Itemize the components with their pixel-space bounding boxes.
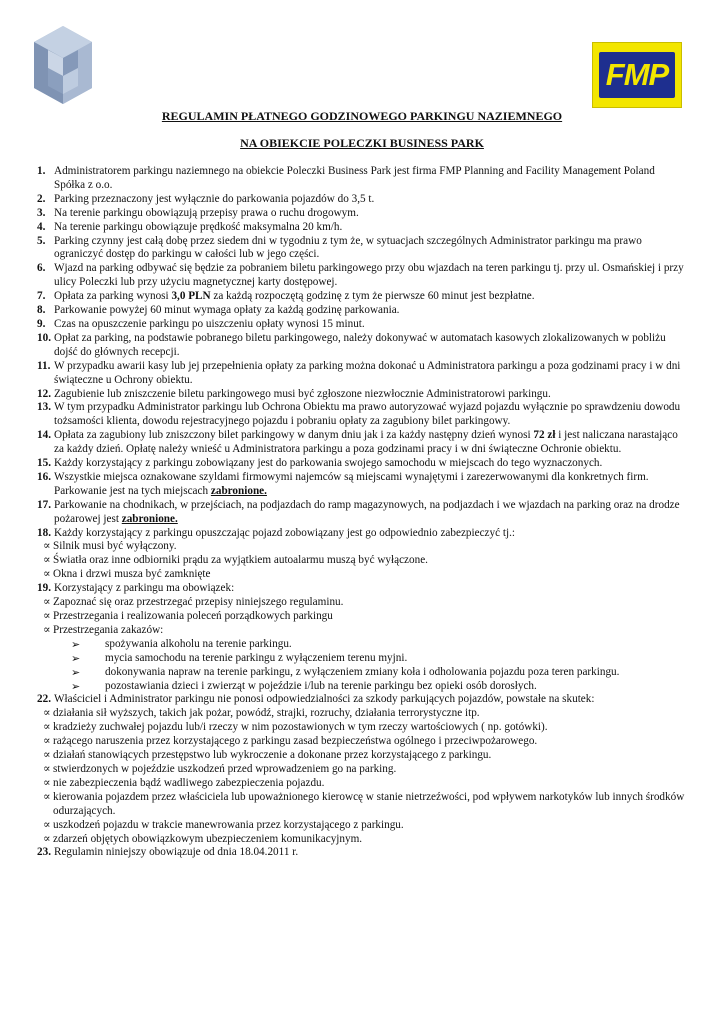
rule-1: 1. Administratorem parkingu naziemnego na obiekcie Poleczki Business Park jest firma FMP Planning and Facility Management Poland Spółka z o.o. (37, 165, 655, 191)
rule-22-sub-item: ∝ stwierdzonych w pojeździe uszkodzeń przed wprowadzeniem go na parking. (31, 763, 687, 777)
prohibited-label: zabronione. (121, 512, 178, 525)
rule-13: 13. W tym przypadku Administrator parkingu lub Ochrona Obiektu ma prawo autoryzować wyjazd pojazdu wyłącznie po sprawdzeniu dowodu tożsamości klienta, dowodu rejestracyjnego pojazdu i pobraniu opłaty za zagubiony bilet parkingowy. (37, 401, 681, 428)
rule-19-sub-item: ∝ Zapoznać się oraz przestrzegać przepisy niniejszego regulaminu. (31, 596, 687, 610)
rule-4: 4. Na terenie parkingu obowiązuje prędkość maksymalna 20 km/h. (37, 220, 343, 233)
rule-3: 3. Na terenie parkingu obowiązują przepisy prawa o ruchu drogowym. (37, 206, 359, 219)
rule-10: 10. Opłat za parking, na podstawie pobranego biletu parkingowego, należy dokonywać w automatach kasowych zlokalizowanych w pobliżu dojść do głównych recepcji. (37, 331, 666, 358)
rule-22-sub-item: ∝ działań stanowiących przestępstwo lub wykroczenie a dokonane przez korzystającego z parkingu. (31, 749, 687, 763)
rule-22: 22. Właściciel i Administrator parkingu nie ponosi odpowiedzialności za szkody parkujących pojazdów, powstałe na skutek: (37, 693, 595, 706)
rule-22-sub-item: ∝ zdarzeń objętych obowiązkowym ubezpieczeniem komunikacyjnym. (31, 833, 687, 847)
rule-19-sub-item: ∝ Przestrzegania zakazów: (31, 624, 687, 638)
rule-18: 18. Każdy korzystający z parkingu opuszczając pojazd zobowiązany jest go odpowiednio zabezpieczyć tj.: (37, 526, 515, 539)
parking-fee: 3,0 PLN (171, 290, 211, 303)
rule-17: 17. Parkowanie na chodnikach, w przejściach, na podjazdach do ramp magazynowych, na podjazdach i we wjazdach na parking oraz na drodze pożarowej jest zabronione. (37, 498, 680, 525)
rule-22-sub-item: ∝ rażącego naruszenia przez korzystającego z parkingu zasad bezpieczeństwa ogólnego i przeciwpożarowego. (31, 735, 687, 749)
fmp-logo-text: FMP (605, 57, 669, 92)
rule-9: 9. Czas na opuszczenie parkingu po uiszczeniu opłaty wynosi 15 minut. (37, 317, 365, 330)
prohibition-item: ➢ spożywania alkoholu na terenie parkingu. (71, 638, 687, 652)
rule-19-sub-item: ∝ Przestrzegania i realizowania poleceń porządkowych parkingu (31, 610, 687, 624)
rule-18-sub-item: ∝ Silnik musi być wyłączony. (31, 540, 687, 554)
prohibition-item: ➢ pozostawiania dzieci i zwierząt w pojeździe i/lub na terenie parkingu bez opieki osób dorosłych. (71, 680, 687, 694)
regulations-list (37, 165, 687, 860)
document-title-line2: NA OBIEKCIE POLECZKI BUSINESS PARK (240, 136, 484, 150)
document-title-line1: REGULAMIN PŁATNEGO GODZINOWEGO PARKINGU NAZIEMNEGO (161, 109, 563, 123)
prohibition-item: ➢ dokonywania napraw na terenie parkingu, z wyłączeniem zmiany koła i odholowania pojazdu poza teren parkingu. (71, 666, 687, 680)
rule-22-sub-item: ∝ kierowania pojazdem przez właściciela lub upoważnionego kierowcę w stanie nietrzeźwości, pod wpływem narkotyków lub innych środków odurzających. (31, 791, 687, 819)
fmp-logo-inner (599, 52, 675, 98)
rule-19: 19. Korzystający z parkingu ma obowiązek: (37, 582, 235, 595)
rule-16: 16. Wszystkie miejsca oznakowane szyldami firmowymi najemców są miejscami wynajętymi i zarezerwowanymi dla konkretnych firm. Parkowanie jest na tych miejscach zabronione. (37, 470, 649, 497)
rule-23: 23. Regulamin niniejszy obowiązuje od dnia 18.04.2011 r. (37, 846, 299, 859)
rule-22-sub-item: ∝ uszkodzeń pojazdu w trakcie manewrowania przez korzystającego z parkingu. (31, 819, 687, 833)
rule-22-sub-item: ∝ działania sił wyższych, takich jak pożar, powódź, strajki, rozruchy, działania terrorystyczne itp. (31, 707, 687, 721)
prohibition-item: ➢ mycia samochodu na terenie parkingu z wyłączeniem terenu myjni. (71, 652, 687, 666)
rule-14: 14. Opłata za zagubiony lub zniszczony bilet parkingowy w danym dniu jak i za każdy następny dzień wynosi 72 zł i jest naliczana narastająco za każdy dzień. Opłatę należy wnieść u Administratora parkingu a poza godzinami pracy i w dni świąteczne Ochronie obiektu. (37, 429, 678, 456)
rule-2: 2. Parking przeznaczony jest wyłącznie do parkowania pojazdów do 3,5 t. (37, 192, 375, 205)
rule-6: 6. Wjazd na parking odbywać się będzie za pobraniem biletu parkingowego przy obu wjazdach na teren parkingu tj. przy ul. Osmańskiej i przy ulicy Poleczki lub przy użyciu magnetycznej karty dostępowej. (37, 262, 684, 289)
rule-12: 12. Zagubienie lub zniszczenie biletu parkingowego musi być zgłoszone niezwłocznie Administratorowi parkingu. (37, 387, 551, 400)
rule-18-sub-item: ∝ Okna i drzwi musza być zamknięte (31, 568, 687, 582)
rule-8: 8. Parkowanie powyżej 60 minut wymaga opłaty za każdą godzinę parkowania. (37, 304, 400, 317)
rule-11: 11. W przypadku awarii kasy lub jej przepełnienia opłaty za parking można dokonać u Administratora parkingu a poza godzinami pracy i w dni świąteczne u Ochrony obiektu. (37, 359, 681, 386)
rule-22-sub-item: ∝ kradzieży zuchwałej pojazdu lub/i rzeczy w nim pozostawionych w tym rzeczy wartościowych ( np. gotówki). (31, 721, 687, 735)
fmp-logo (592, 42, 682, 108)
company-logo-cube (30, 22, 96, 108)
lost-ticket-fee: 72 zł (533, 429, 556, 442)
prohibited-label: zabronione. (210, 484, 267, 497)
rule-5: 5. Parking czynny jest całą dobę przez siedem dni w tygodniu z tym że, w sytuacjach szczególnych Administrator parkingu ma prawo ograniczyć dostęp do parkingu w całości lub w jego części. (37, 234, 642, 261)
rule-15: 15. Każdy korzystający z parkingu zobowiązany jest do parkowania swojego samochodu w miejscach do tego wyznaczonych. (37, 457, 603, 470)
rule-22-sub-item: ∝ nie zabezpieczenia bądź wadliwego zabezpieczenia pojazdu. (31, 777, 687, 791)
rule-18-sub-item: ∝ Światła oraz inne odbiorniki prądu za wyjątkiem autoalarmu muszą być wyłączone. (31, 554, 687, 568)
rule-7: 7. Opłata za parking wynosi 3,0 PLN za każdą rozpoczętą godzinę z tym że pierwsze 60 minut jest bezpłatne. (37, 290, 535, 303)
